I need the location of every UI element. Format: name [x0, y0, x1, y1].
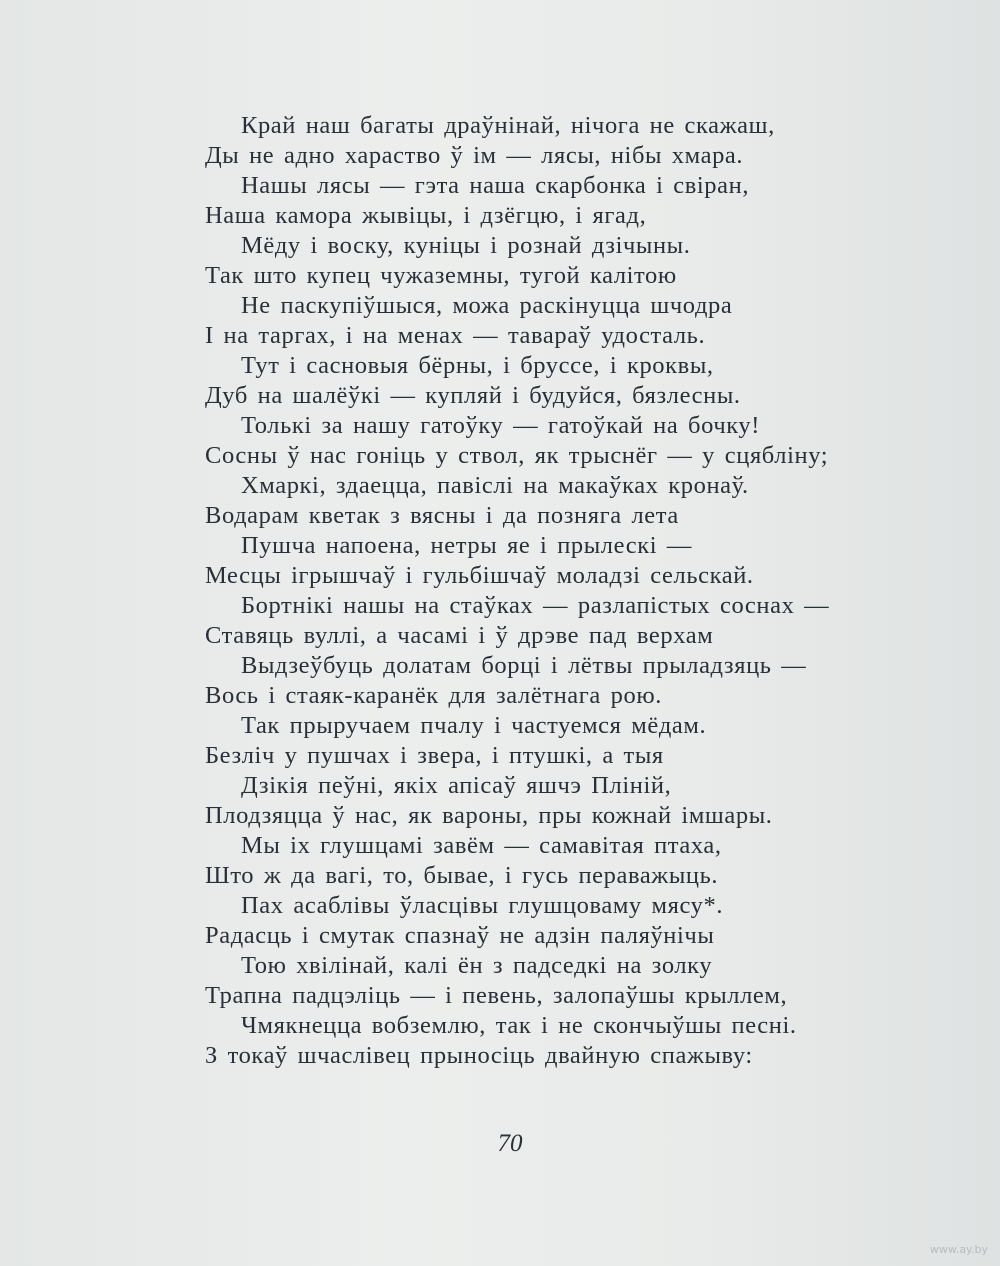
poem-line: І на таргах, і на менах — тавараў удосталь.: [205, 322, 706, 349]
poem-line: Месцы ігрышчаў і гульбішчаў моладзі сельскай.: [205, 562, 754, 589]
poem-line: Нашы лясы — гэта наша скарбонка і свіран,: [241, 172, 750, 199]
poem-line: Так прыручаем пчалу і частуемся мёдам.: [241, 712, 707, 739]
poem-line: Сосны ў нас гоніць у ствол, як трыснёг — у сцяблiну;: [205, 442, 829, 469]
poem-line: Тут і сасновыя бёрны, і бруссе, і кроквы,: [241, 352, 714, 379]
poem-line: Толькі за нашу гатоўку — гатоўкай на бочку!: [241, 412, 761, 439]
page-number: 70: [497, 1130, 523, 1157]
poem-line: Безліч у пушчах і звера, і птушкі, а тыя: [205, 742, 664, 769]
poem-line: Радасць і смутак спазнаў не адзін паляўнічы: [205, 922, 715, 949]
poem-line: Трапна падцэліць — і певень, залопаўшы крыллем,: [205, 982, 788, 1009]
poem-line: Пах асаблівы ўласцівы глушцоваму мясу*.: [241, 892, 724, 919]
poem-text: [205, 111, 905, 1071]
poem-line: Бортнікі нашы на стаўках — разлапістых соснах —: [241, 592, 830, 619]
poem-line: Дуб на шалёўкі — купляй і будуйся, бязлесны.: [205, 382, 741, 409]
poem-line: З токаў шчаслівец прыносіць двайную спажыву:: [205, 1042, 753, 1069]
poem-line: Тою хвілінай, калі ён з падседкі на золку: [241, 952, 713, 979]
poem-line: Чмякнецца вобземлю, так і не скончыўшы песні.: [241, 1012, 797, 1039]
poem-line: Мы іх глушцамі завём — самавітая птаха,: [241, 832, 722, 859]
poem-line: Выдзеўбуць долатам борці і лётвы прыладзяць —: [241, 652, 807, 679]
poem-line: Так што купец чужаземны, тугой калітою: [205, 262, 677, 289]
poem-line: Што ж да вагі, то, бывае, і гусь пераважыць.: [205, 862, 719, 889]
watermark: www.ay.by: [929, 1243, 988, 1256]
poem-line: Не паскупіўшыся, можа раскінуцца шчодра: [241, 292, 733, 319]
poem-line: Наша камора жывіцы, і дзёгцю, і ягад,: [205, 202, 647, 229]
poem-line: Мёду і воску, куніцы і рознай дзічыны.: [241, 232, 691, 259]
poem-line: Дзікія пеўні, якіх апісаў яшчэ Пліній,: [241, 772, 672, 799]
poem-line: Вось і стаяк-каранёк для залётнага рою.: [205, 682, 662, 709]
poem-line: Край наш багаты драўнінай, нічога не скажаш,: [241, 112, 775, 139]
poem-line: Водарам кветак з вясны і да позняга лета: [205, 502, 679, 529]
poem-line: Ды не адно хараство ў ім — лясы, нібы хмара.: [205, 142, 744, 169]
poem-line: Хмаркі, здаецца, павіслі на макаўках кронаў.: [241, 472, 749, 499]
poem-line: Плодзяцца ў нас, як вароны, пры кожнай імшары.: [205, 802, 773, 829]
poem-line: Пушча напоена, нетры яе і прылескі —: [241, 532, 692, 559]
poem-line: Ставяць вуллі, а часамі і ў дрэве пад верхам: [205, 622, 714, 649]
